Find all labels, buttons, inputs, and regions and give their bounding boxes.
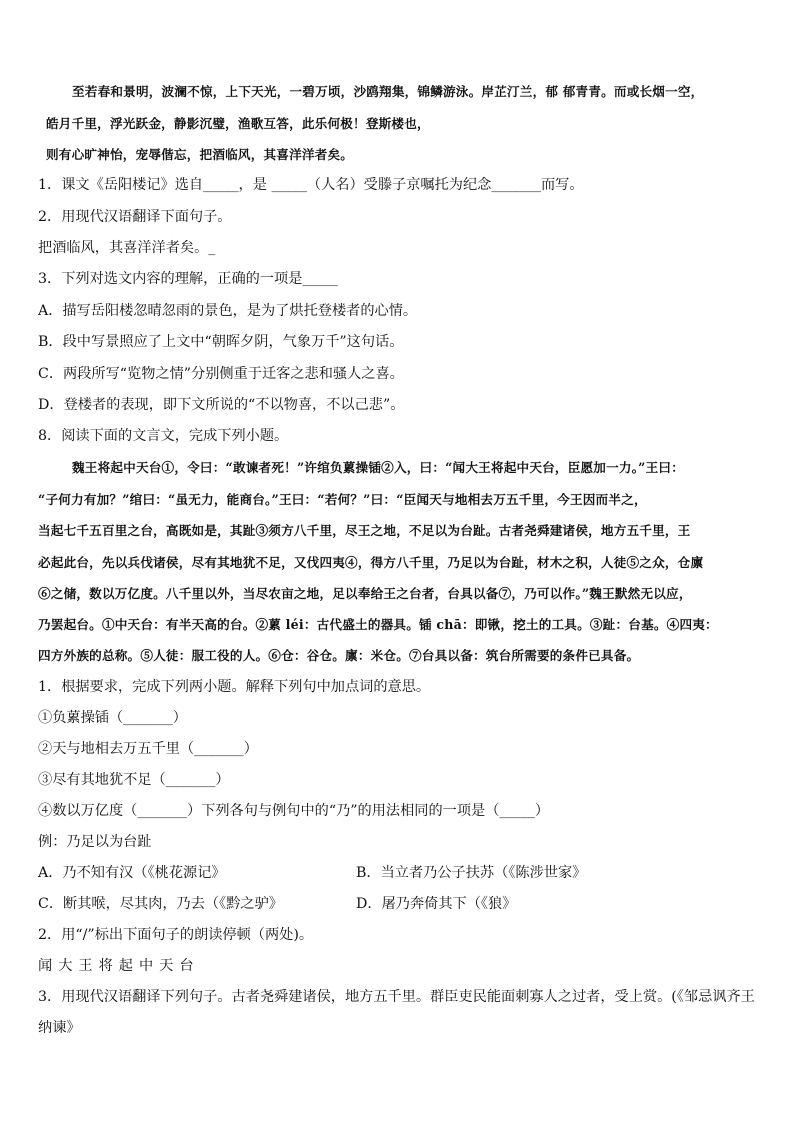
passage1-line3: 则有心旷神怡，宠辱偕忘，把酒临风，其喜洋洋者矣。 — [46, 147, 354, 162]
section-8-question-3: 3．用现代汉语翻译下列句子。古者尧舜建诸侯，地方五千里。群臣吏民能面刺寡人之过者，受上赏。(《邹忌讽齐王 — [38, 989, 755, 1005]
question-2-sentence: 把酒临风，其喜洋洋者矣。_ — [38, 240, 216, 256]
section-8-heading: 8．阅读下面的文言文，完成下列小题。 — [38, 428, 289, 444]
question-3-option-c: C．两段所写“览物之情”分别侧重于迁客之悲和骚人之喜。 — [38, 366, 404, 382]
classical-passage-line: 当起七千五百里之台，高既如是，其趾③须方八千里，尽王之地，不足以为台趾。古者尧舜建诸侯，地方五千里，王 — [38, 523, 691, 538]
question-item: ④数以万亿度（_______）下列各句与例句中的“乃”的用法相同的一项是（_____） — [38, 803, 550, 819]
option-c: C．断其喉，尽其肉，乃去（《黔之驴》 — [38, 896, 283, 912]
classical-passage-line: “子何力有加？”绾曰：“虽无力，能商台。”王曰：“若何？”曰：“臣闻天与地相去万五千里，今王因而半之， — [38, 492, 647, 507]
example-sentence: 例：乃足以为台趾 — [38, 834, 152, 850]
option-b: B．当立者乃公子扶苏（《陈涉世家》 — [356, 865, 587, 881]
section-8-question-3-cont: 纳谏》 — [38, 1020, 81, 1036]
question-item: ①负蔂操锸（_______） — [38, 710, 187, 726]
question-2: 2．用现代汉语翻译下面句子。 — [38, 209, 232, 225]
question-1: 1．课文《岳阳楼记》选自_____，是 _____（人名）受滕子京嘱托为纪念_______而写。 — [38, 177, 584, 193]
classical-passage-line: 四方外族的总称。⑤人徒：服工役的人。⑥仓：谷仓。廪：米仓。⑦台具以备：筑台所需要的条件已具备。 — [38, 648, 640, 663]
option-row-cd — [38, 894, 768, 914]
classical-passage-line: 乃罢起台。①中天台：有半天高的台。②蔂 léi：古代盛土的器具。锸 chā：即锹，挖土的工具。③趾：台基。④四夷： — [38, 617, 718, 632]
passage1-line2: 皓月千里，浮光跃金，静影沉璧，渔歌互答，此乐何极！登斯楼也， — [46, 116, 430, 131]
pause-marking-sentence: 闻大王将起中天台 — [38, 958, 200, 974]
classical-passage-line: 必起此台，先以兵伐诸侯，尽有其地犹不足，又伐四夷④，得方八千里，乃足以为台趾，材木之积，人徒⑤之众，仓廪 — [38, 555, 704, 570]
question-3-option-b: B．段中写景照应了上文中“朝晖夕阴，气象万千”这句话。 — [38, 334, 404, 350]
question-item: ③尽有其地犹不足（_______） — [38, 772, 230, 788]
question-item: ②天与地相去万五千里（_______） — [38, 741, 258, 757]
section-8-question-2: 2．用“/”标出下面句子的朗读停顿（两处)。 — [38, 927, 314, 943]
passage1-line1: 至若春和景明，波澜不惊，上下天光，一碧万顷，沙鸥翔集，锦鳞游泳。岸芷汀兰，郁 郁青青。而或长烟一空， — [72, 84, 704, 99]
question-3: 3．下列对选文内容的理解，正确的一项是_____ — [38, 271, 338, 287]
option-a: A．乃不知有汉（《桃花源记》 — [38, 865, 226, 881]
classical-passage-line: 魏王将起中天台①，令曰：“敢谏者死！”许绾负蔂操锸②入，曰：“闻大王将起中天台，臣愿加一力。”王曰： — [72, 460, 684, 475]
option-row-ab — [38, 863, 768, 883]
section-8-question-1: 1．根据要求，完成下列两小题。解释下列句中加点词的意思。 — [38, 679, 431, 695]
option-d: D．屠乃奔倚其下（《狼》 — [356, 896, 517, 912]
question-3-option-d: D．登楼者的表现，即下文所说的“不以物喜，不以己悲”。 — [38, 397, 405, 413]
classical-passage-line: ⑥之储，数以万亿度。八千里以外，当尽农亩之地，足以奉给王之台者，台具以备⑦，乃可以作。”魏王默然无以应， — [38, 586, 692, 601]
question-3-option-a: A．描写岳阳楼忽晴忽雨的景色，是为了烘托登楼者的心情。 — [38, 303, 418, 319]
